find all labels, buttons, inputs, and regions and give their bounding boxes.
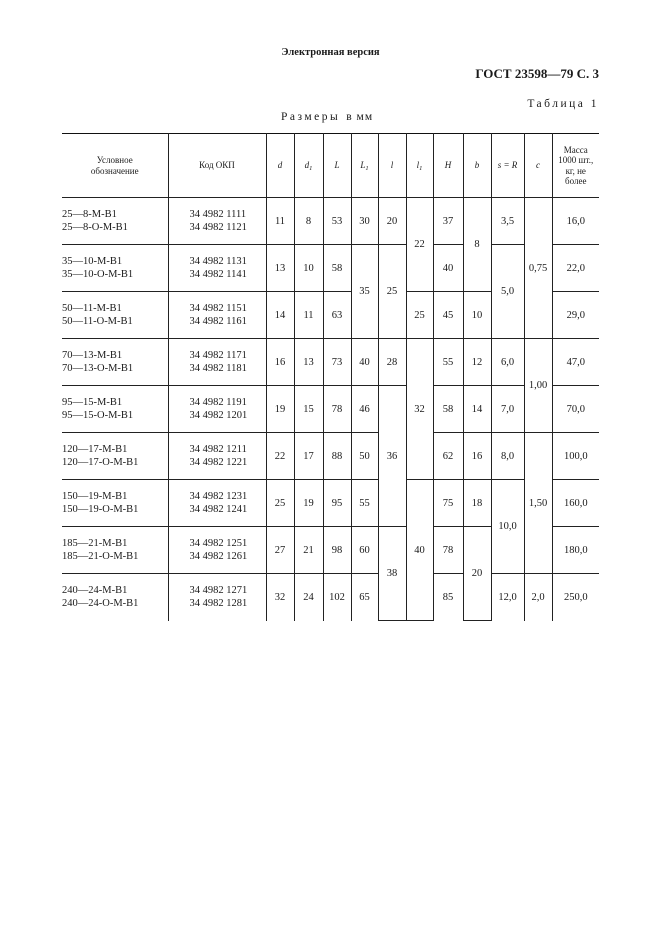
value-H: 45: [433, 292, 463, 339]
col-designation: [62, 134, 168, 198]
value-mass: 47,0: [552, 339, 599, 386]
designation-cell: [62, 527, 168, 574]
value-L: 102: [323, 574, 351, 621]
value-l: 20: [378, 198, 406, 245]
col-L1: [351, 134, 378, 198]
col-mass-line: 1000 шт.,: [558, 155, 594, 165]
col-designation-line: Условное: [96, 155, 133, 165]
value-s-R: 7,0: [491, 386, 524, 433]
value-s-R: 5,0: [491, 245, 524, 339]
value-mass: 16,0: [552, 198, 599, 245]
value-H: 62: [433, 433, 463, 480]
col-L1-base: L: [360, 160, 366, 171]
value-L: 78: [323, 386, 351, 433]
col-okp: Код ОКП: [168, 134, 266, 198]
dimensions-unit: в мм: [346, 111, 374, 123]
okp-code: 34 4982 1191: [189, 397, 247, 408]
value-b: 14: [463, 386, 491, 433]
okp-cell: [168, 527, 266, 574]
col-l1: [406, 134, 433, 198]
designation: 95—15-О-М-В1: [62, 410, 134, 421]
okp-cell: [168, 339, 266, 386]
value-L: 98: [323, 527, 351, 574]
value-d1: 19: [294, 480, 323, 527]
designation: 50—11-О-М-В1: [62, 316, 133, 327]
okp-code: 34 4982 1281: [189, 598, 248, 610]
value-mass: 22,0: [552, 245, 599, 292]
table-row: [62, 339, 599, 386]
value-d: 19: [266, 386, 294, 433]
value-l1: 32: [406, 339, 433, 480]
value-L1: 35: [351, 245, 378, 339]
document-id: ГОСТ 23598—79 С. 3: [475, 66, 599, 81]
col-mass: [552, 134, 599, 198]
col-d1-index: 1: [309, 165, 313, 173]
col-s-R: s = R: [491, 134, 524, 198]
value-L1: 50: [351, 433, 378, 480]
col-designation-line: обозначение: [90, 165, 139, 176]
value-H: 78: [433, 527, 463, 574]
designation: 120—17-О-М-В1: [62, 457, 139, 468]
designation: 185—21-М-В1: [62, 538, 128, 549]
okp-cell: [168, 386, 266, 433]
table-caption: Таблица 1: [527, 98, 599, 110]
value-s-R: 8,0: [491, 433, 524, 480]
designation-cell: [62, 198, 168, 245]
value-L1: 65: [351, 574, 378, 621]
designation: 240—24-М-В1: [62, 585, 128, 597]
col-d1-base: d: [304, 160, 310, 171]
okp-code: 34 4982 1131: [189, 256, 247, 267]
table-row: [62, 245, 599, 292]
designation-cell: [62, 386, 168, 433]
value-H: 40: [433, 245, 463, 292]
dimensions-label: Размеры: [281, 111, 341, 123]
value-L: 95: [323, 480, 351, 527]
table-row: [62, 574, 599, 621]
value-d1: 17: [294, 433, 323, 480]
value-d1: 21: [294, 527, 323, 574]
okp-cell: [168, 480, 266, 527]
value-c: 1,50: [524, 433, 552, 574]
table-row: [62, 480, 599, 527]
okp-code: 34 4982 1181: [189, 363, 247, 374]
okp-code: 34 4982 1261: [189, 551, 248, 562]
designation-cell: [62, 433, 168, 480]
value-d: 14: [266, 292, 294, 339]
electronic-version-label: Электронная версия: [281, 47, 380, 58]
value-L: 63: [323, 292, 351, 339]
okp-cell: [168, 245, 266, 292]
col-mass-line: кг, не: [565, 165, 586, 176]
col-l1-base: l: [416, 160, 420, 171]
value-d: 16: [266, 339, 294, 386]
designation: 35—10-М-В1: [62, 256, 123, 267]
dimensions-table: [62, 133, 599, 621]
value-l: 38: [378, 527, 406, 621]
value-l: 28: [378, 339, 406, 386]
col-c: c: [524, 134, 552, 198]
value-d: 32: [266, 574, 294, 621]
okp-code: 34 4982 1251: [189, 538, 248, 549]
col-d: d: [266, 134, 294, 198]
value-L: 88: [323, 433, 351, 480]
designation: 185—21-О-М-В1: [62, 551, 139, 562]
value-d1: 24: [294, 574, 323, 621]
value-L1: 30: [351, 198, 378, 245]
value-L1: 55: [351, 480, 378, 527]
value-s-R: 10,0: [491, 480, 524, 574]
value-b: 8: [463, 198, 491, 292]
value-l: 25: [378, 245, 406, 339]
value-d: 13: [266, 245, 294, 292]
value-H: 58: [433, 386, 463, 433]
designation: 150—19-О-М-В1: [62, 504, 139, 515]
table-row: [62, 386, 599, 433]
col-L1-index: 1: [365, 165, 369, 173]
col-d1: [294, 134, 323, 198]
value-mass: 29,0: [552, 292, 599, 339]
okp-code: 34 4982 1161: [189, 316, 247, 327]
value-d1: 8: [294, 198, 323, 245]
designation: 25—8-М-В1: [62, 209, 117, 220]
value-d: 11: [266, 198, 294, 245]
value-c: 2,0: [524, 574, 552, 621]
designation: 120—17-М-В1: [62, 444, 128, 455]
okp-code: 34 4982 1121: [189, 222, 247, 233]
designation: 95—15-М-В1: [62, 397, 123, 408]
value-L1: 40: [351, 339, 378, 386]
okp-cell: [168, 433, 266, 480]
value-l1: 22: [406, 198, 433, 292]
col-b: b: [463, 134, 491, 198]
value-H: 55: [433, 339, 463, 386]
designation: 50—11-М-В1: [62, 303, 122, 314]
designation: 240—24-О-М-В1: [62, 598, 139, 610]
value-s-R: 6,0: [491, 339, 524, 386]
okp-code: 34 4982 1241: [189, 504, 248, 515]
okp-cell: [168, 574, 266, 621]
value-b: 10: [463, 292, 491, 339]
value-L1: 60: [351, 527, 378, 574]
col-H: H: [433, 134, 463, 198]
value-mass: 70,0: [552, 386, 599, 433]
value-d: 22: [266, 433, 294, 480]
designation: 150—19-М-В1: [62, 491, 128, 502]
okp-code: 34 4982 1231: [189, 491, 248, 502]
value-mass: 250,0: [552, 574, 599, 621]
value-L1: 46: [351, 386, 378, 433]
value-c: 1,00: [524, 339, 552, 433]
okp-code: 34 4982 1151: [189, 303, 247, 314]
value-mass: 160,0: [552, 480, 599, 527]
okp-code: 34 4982 1211: [189, 444, 247, 455]
designation-cell: [62, 292, 168, 339]
value-d1: 15: [294, 386, 323, 433]
okp-cell: [168, 292, 266, 339]
value-s-R: 12,0: [491, 574, 524, 621]
designation-cell: [62, 480, 168, 527]
value-b: 20: [463, 527, 491, 621]
value-mass: 180,0: [552, 527, 599, 574]
value-L: 73: [323, 339, 351, 386]
okp-cell: [168, 198, 266, 245]
col-mass-line: более: [565, 176, 587, 186]
value-d1: 11: [294, 292, 323, 339]
value-H: 37: [433, 198, 463, 245]
value-l1: 25: [406, 292, 433, 339]
col-l1-index: 1: [419, 165, 423, 173]
value-s-R: 3,5: [491, 198, 524, 245]
value-H: 75: [433, 480, 463, 527]
value-l: 36: [378, 386, 406, 527]
designation: 35—10-О-М-В1: [62, 269, 134, 280]
okp-code: 34 4982 1111: [189, 209, 247, 220]
value-L: 58: [323, 245, 351, 292]
value-l1: 40: [406, 480, 433, 621]
okp-code: 34 4982 1221: [189, 457, 248, 468]
value-b: 12: [463, 339, 491, 386]
value-H: 85: [433, 574, 463, 621]
designation: 70—13-М-В1: [62, 350, 123, 361]
okp-code: 34 4982 1171: [189, 350, 247, 361]
value-d1: 10: [294, 245, 323, 292]
okp-code: 34 4982 1141: [189, 269, 247, 280]
value-L: 53: [323, 198, 351, 245]
col-mass-line: Масса: [563, 144, 588, 155]
table-row: [62, 433, 599, 480]
designation: 70—13-О-М-В1: [62, 363, 134, 374]
designation-cell: [62, 339, 168, 386]
value-c: 0,75: [524, 198, 552, 339]
col-L: L: [323, 134, 351, 198]
value-b: 16: [463, 433, 491, 480]
value-b: 18: [463, 480, 491, 527]
okp-code: 34 4982 1201: [189, 410, 248, 421]
dimensions-caption: [281, 111, 373, 123]
value-d1: 13: [294, 339, 323, 386]
designation-cell: [62, 245, 168, 292]
designation-cell: [62, 574, 168, 621]
value-d: 27: [266, 527, 294, 574]
okp-code: 34 4982 1271: [189, 585, 248, 597]
value-mass: 100,0: [552, 433, 599, 480]
value-d: 25: [266, 480, 294, 527]
col-l: l: [378, 134, 406, 198]
table-header-row: [62, 134, 599, 198]
table-row: [62, 198, 599, 245]
designation: 25—8-О-М-В1: [62, 222, 128, 233]
